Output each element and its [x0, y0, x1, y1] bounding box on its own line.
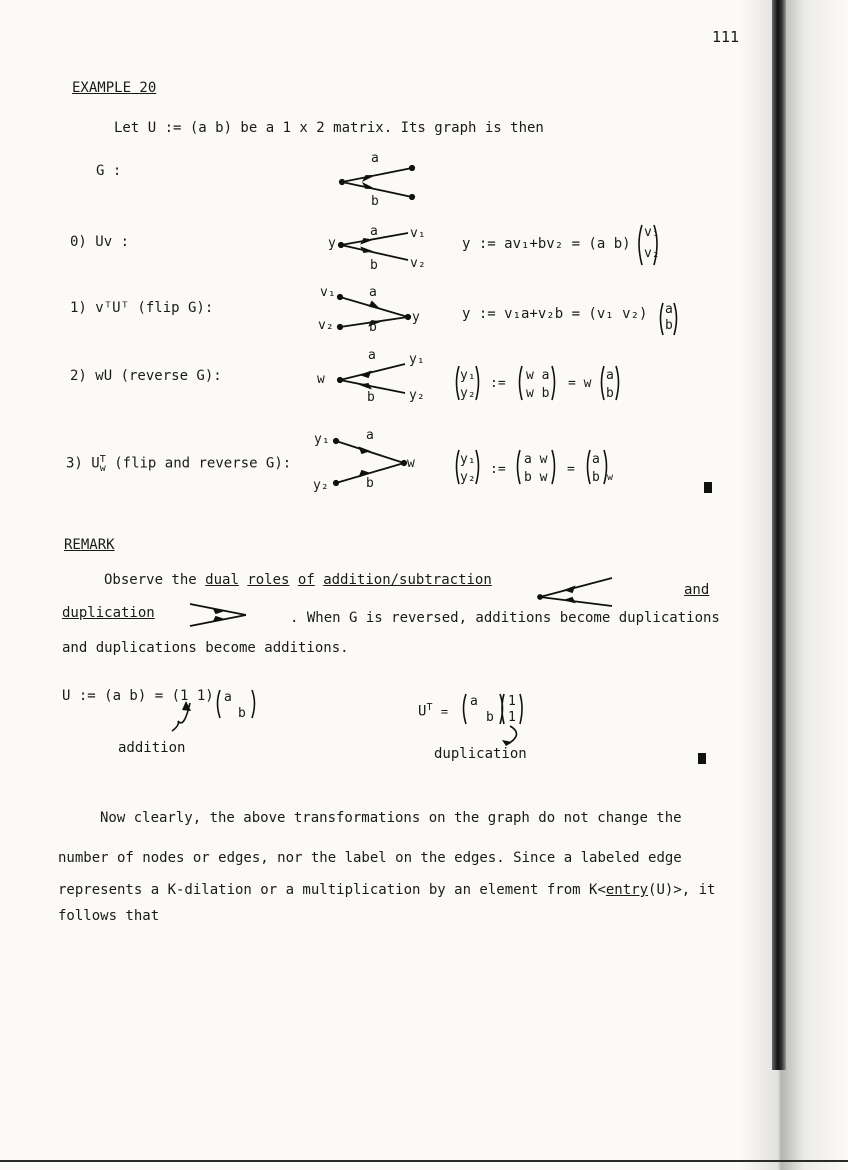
addition-label: addition [118, 740, 186, 756]
duplication-symbol [190, 604, 246, 626]
label-v1-uv: v₁ [410, 226, 426, 241]
qed-mark-1 [704, 482, 712, 493]
ones-top: 1 [508, 694, 516, 709]
page-number: 111 [712, 28, 740, 46]
case3-rhs-bot: b [592, 470, 600, 485]
case0-label: 0) Uv : [70, 234, 130, 250]
label-b-fr: b [366, 476, 374, 491]
label-y-uv: y [328, 236, 336, 251]
label-y-flip: y [412, 310, 420, 325]
case1-formula: y := v₁a+v₂b = (v₁ v₂) [462, 306, 648, 322]
ut-label [418, 702, 448, 720]
label-a-rev: a [368, 348, 376, 363]
label-w-fr: w [407, 456, 415, 471]
ut-sup: T [426, 702, 433, 713]
ut-eq: = [440, 704, 449, 719]
label-a-fr: a [366, 428, 374, 443]
closing-line4: follows that [58, 908, 160, 924]
label-b-g: b [371, 194, 379, 209]
case2-rhs-bot: b [606, 386, 614, 401]
graph-label: G : [96, 163, 122, 179]
closing-line2: number of nodes or edges, nor the label on the edges. Since a labeled edge [58, 850, 682, 866]
case3-lhs-top: y₁ [460, 452, 476, 467]
label-y2-rev: y₂ [409, 388, 425, 403]
case3-label [66, 454, 291, 474]
label-b-uv: b [370, 258, 378, 273]
case3-lhs-bot: y₂ [460, 470, 476, 485]
remark-line1 [104, 572, 492, 588]
label-a-uv: a [370, 224, 378, 239]
intro-text: Let U := (a b) be a 1 x 2 matrix. Its graph is then [114, 120, 544, 136]
label-w-rev: w [317, 372, 325, 387]
example-title: EXAMPLE 20 [72, 80, 157, 96]
duplication-label: duplication [434, 746, 527, 762]
matrix-eq-m-top: a [224, 690, 232, 705]
ut-m-top: a [470, 694, 478, 709]
case1-vec-top: a [665, 302, 673, 317]
case2-label: 2) wU (reverse G): [70, 368, 222, 384]
ones-bot: 1 [508, 710, 516, 725]
case3-label-pre: 3) U [66, 455, 100, 472]
graph-reverse-diagram [338, 364, 405, 393]
label-v2-flip: v₂ [318, 318, 334, 333]
ut-u: U [418, 703, 427, 720]
matrix-eq-lhs: U := (a b) = (1 1) [62, 688, 214, 704]
label-b-rev: b [367, 390, 375, 405]
remark-dual: dual [205, 572, 239, 588]
label-v2-uv: v₂ [410, 256, 426, 271]
matrix-eq-m-bot: b [238, 706, 246, 721]
case3-rhs-sub: w [607, 472, 614, 483]
case0-vec-bot: v₂ [644, 246, 660, 261]
remark-roles: roles [247, 572, 290, 588]
remark-duplication: duplication [62, 605, 155, 621]
case3-mid-bot: b w [524, 470, 548, 485]
ut-m-bot: b [486, 710, 494, 725]
label-y1-rev: y₁ [409, 352, 425, 367]
case3-label-sup: T [99, 454, 106, 465]
remark-and: and [684, 582, 710, 598]
addition-symbol [538, 578, 612, 606]
case2-mid-top: w a [526, 368, 550, 383]
remark-title: REMARK [64, 537, 115, 553]
remark-of: of [297, 572, 315, 588]
remark-addsub: addition/subtraction [323, 572, 492, 588]
label-y2-fr: y₂ [313, 478, 329, 493]
case2-lhs-top: y₁ [460, 368, 476, 383]
case3-mid-top: a w [524, 452, 548, 467]
label-a-flip: a [369, 285, 377, 300]
case3-assign: := [490, 462, 506, 477]
case1-label: 1) vᵀUᵀ (flip G): [70, 300, 214, 316]
closing-line1: Now clearly, the above transformations on the graph do not change the [100, 810, 682, 826]
closing-line3 [58, 882, 715, 898]
case0-vec-top: v₁ [644, 225, 660, 240]
closing-line3-a: represents a K-dilation or a multiplication by an element from K< [58, 882, 606, 898]
case3-equals: = [567, 462, 575, 477]
case2-mid-bot: w b [526, 386, 550, 401]
closing-entry: entry [605, 882, 649, 898]
case3-label-post: (flip and reverse G): [105, 455, 292, 472]
case0-formula: y := av₁+bv₂ = (a b) [462, 236, 631, 252]
case2-rhs-top: a [606, 368, 614, 383]
case1-vec-bot: b [665, 318, 673, 333]
label-a-g: a [371, 151, 379, 166]
closing-line3-b: (U)>, it [648, 882, 716, 898]
label-v1-flip: v₁ [320, 285, 336, 300]
case3-rhs-top: a [592, 452, 600, 467]
label-y1-fr: y₁ [314, 432, 330, 447]
remark-line2: . When G is reversed, additions become duplications [290, 610, 720, 626]
case2-equals-w: = w [568, 376, 592, 391]
case3-label-sub: w [99, 463, 106, 475]
qed-mark-2 [698, 753, 706, 764]
case2-lhs-bot: y₂ [460, 386, 476, 401]
remark-line3: and duplications become additions. [62, 640, 349, 656]
case2-assign: := [490, 376, 506, 391]
remark-observe: Observe the [104, 572, 197, 588]
label-b-flip: b [369, 320, 377, 335]
